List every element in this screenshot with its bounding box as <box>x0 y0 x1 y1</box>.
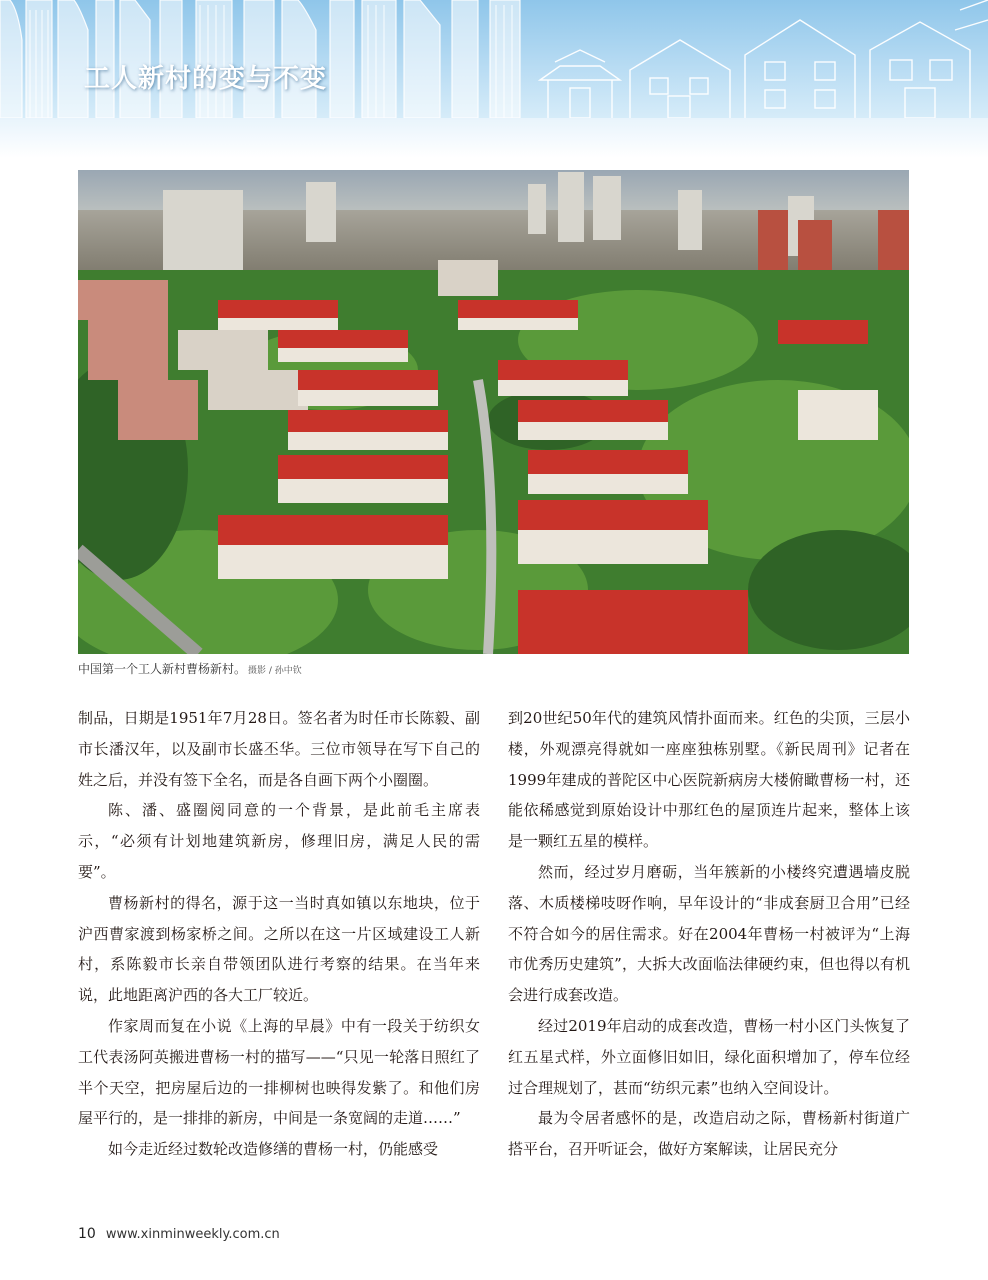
article-column-left <box>78 703 480 1165</box>
page-footer <box>78 1226 280 1242</box>
caption-text: 中国第一个工人新村曹杨新村。 <box>78 662 247 676</box>
photo-caption <box>78 660 302 677</box>
header-banner <box>0 0 988 118</box>
paragraph: 作家周而复在小说《上海的早晨》中有一段关于纺织女工代表汤阿英搬进曹杨一村的描写——“只见一轮落日照红了半个天空，把房屋后边的一排柳树也映得发紫了。和他们房屋平行的，是一排排的新房，中间是一条宽阔的走道……” <box>78 1016 480 1128</box>
photo-credit: 摄影 / 孙中钦 <box>248 666 302 676</box>
paragraph: 到20世纪50年代的建筑风情扑面而来。红色的尖顶，三层小楼，外观漂亮得就如一座座独栋别墅。《新民周刊》记者在1999年建成的普陀区中心医院新病房大楼俯瞰曹杨一村，还能依稀感觉到原始设计中那红色的屋顶连片起来，整体上该是一颗红五星的模样。 <box>508 709 910 851</box>
page-number: 10 <box>78 1226 96 1242</box>
article-column-right <box>508 703 910 1165</box>
aerial-photo <box>78 170 909 654</box>
paragraph: 如今走近经过数轮改造修缮的曹杨一村，仍能感受 <box>108 1140 439 1159</box>
website-url: www.xinminweekly.com.cn <box>105 1227 280 1242</box>
paragraph: 最为令居者感怀的是，改造启动之际，曹杨新村街道广搭平台，召开听证会，做好方案解读，让居民充分 <box>508 1109 910 1159</box>
banner-fade <box>0 118 988 158</box>
paragraph: 制品，日期是1951年7月28日。签名者为时任市长陈毅、副市长潘汉年，以及副市长盛丕华。三位市领导在写下自己的姓之后，并没有签下全名，而是各自画下两个小圈圈。 <box>78 709 480 789</box>
paragraph: 经过2019年启动的成套改造，曹杨一村小区门头恢复了红五星式样，外立面修旧如旧，绿化面积增加了，停车位经过合理规划了，甚而“纺织元素”也纳入空间设计。 <box>508 1016 910 1097</box>
paragraph: 然而，经过岁月磨砺，当年簇新的小楼终究遭遇墙皮脱落、木质楼梯吱呀作响，早年设计的“非成套厨卫合用”已经不符合如今的居住需求。好在2004年曹杨一村被评为“上海市优秀历史建筑”，大拆大改面临法律硬约束，但也得以有机会进行成套改造。 <box>508 862 910 1005</box>
paragraph: 陈、潘、盛圈阅同意的一个背景，是此前毛主席表示，“必须有计划地建筑新房，修理旧房，满足人民的需要”。 <box>78 801 480 881</box>
section-title: 工人新村的变与不变 <box>84 64 328 94</box>
paragraph: 曹杨新村的得名，源于这一当时真如镇以东地块，位于沪西曹家渡到杨家桥之间。之所以在这一片区域建设工人新村，系陈毅市长亲自带领团队进行考察的结果。在当年来说，此地距离沪西的各大工厂较近。 <box>78 893 480 1005</box>
